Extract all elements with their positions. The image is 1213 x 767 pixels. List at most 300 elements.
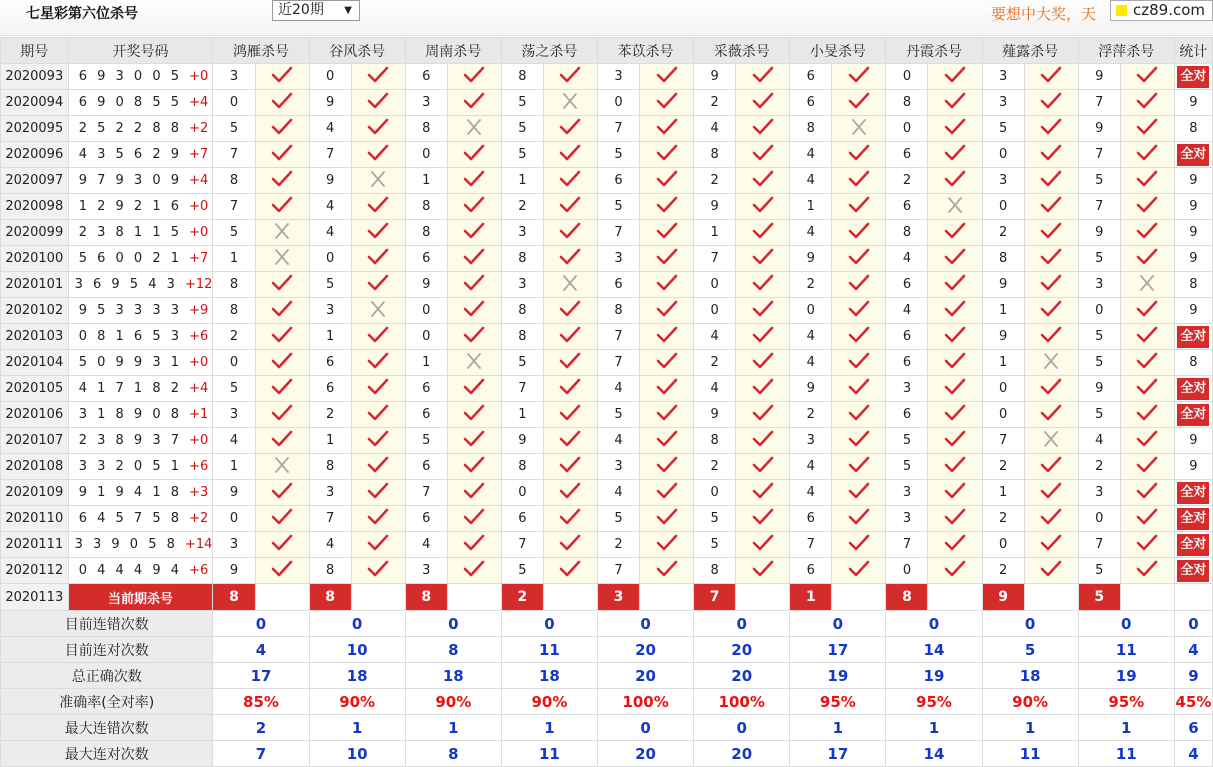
period-select[interactable] bbox=[272, 0, 360, 21]
stat-cell: 9 bbox=[1174, 428, 1212, 454]
summary-value: 20 bbox=[598, 741, 694, 767]
table-row bbox=[1, 194, 1213, 220]
summary-value: 11 bbox=[501, 637, 597, 663]
current-kill-number bbox=[982, 584, 1024, 611]
kill-number-cell: 3 bbox=[213, 532, 255, 558]
kill-number-cell: 4 bbox=[790, 454, 832, 480]
check-icon bbox=[928, 376, 982, 402]
check-icon bbox=[543, 350, 597, 376]
check-icon bbox=[832, 298, 886, 324]
check-icon bbox=[447, 454, 501, 480]
kill-number-cell: 4 bbox=[790, 142, 832, 168]
draw-digits: 2 3 8 1 1 5 bbox=[78, 225, 190, 240]
summary-value: 90% bbox=[501, 689, 597, 715]
check-icon bbox=[928, 324, 982, 350]
kill-number-cell: 9 bbox=[405, 272, 447, 298]
summary-value: 2 bbox=[213, 715, 309, 741]
kill-number-cell: 8 bbox=[405, 194, 447, 220]
stat-cell bbox=[1174, 480, 1212, 506]
kill-number-cell: 4 bbox=[694, 116, 736, 142]
kill-number-cell: 7 bbox=[598, 324, 640, 350]
current-kill-blank bbox=[832, 584, 886, 611]
kill-number-cell: 2 bbox=[213, 324, 255, 350]
draw-plus: +0 bbox=[189, 69, 209, 84]
kill-number-cell: 5 bbox=[694, 506, 736, 532]
summary-value: 20 bbox=[598, 637, 694, 663]
kill-number-cell: 0 bbox=[309, 246, 351, 272]
check-icon bbox=[928, 532, 982, 558]
summary-value: 19 bbox=[886, 663, 982, 689]
kill-number-cell: 0 bbox=[501, 480, 543, 506]
kill-number-cell: 6 bbox=[886, 194, 928, 220]
stat-cell: 8 bbox=[1174, 350, 1212, 376]
check-icon bbox=[736, 324, 790, 350]
draw-digits: 4 3 5 6 2 9 bbox=[78, 147, 190, 162]
summary-value: 17 bbox=[213, 663, 309, 689]
kill-number-cell: 0 bbox=[1078, 506, 1120, 532]
issue-cell: 2020097 bbox=[1, 168, 69, 194]
kill-number-cell: 7 bbox=[598, 558, 640, 584]
kill-number-cell: 1 bbox=[501, 168, 543, 194]
check-icon bbox=[447, 246, 501, 272]
column-header-draw: 开奖号码 bbox=[68, 38, 213, 64]
stat-cell: 9 bbox=[1174, 454, 1212, 480]
draw-plus: +2 bbox=[189, 511, 209, 526]
check-icon bbox=[832, 350, 886, 376]
kill-number-cell: 8 bbox=[694, 428, 736, 454]
kill-number-cell: 4 bbox=[886, 246, 928, 272]
check-icon bbox=[1024, 532, 1078, 558]
draw-number-cell bbox=[68, 298, 213, 324]
check-icon bbox=[1024, 142, 1078, 168]
check-icon bbox=[832, 220, 886, 246]
check-icon bbox=[832, 506, 886, 532]
check-icon bbox=[928, 142, 982, 168]
current-kill-blank bbox=[543, 584, 597, 611]
check-icon bbox=[736, 64, 790, 90]
check-icon bbox=[640, 558, 694, 584]
kill-number-cell: 1 bbox=[694, 220, 736, 246]
kill-number-cell: 5 bbox=[501, 558, 543, 584]
check-icon bbox=[1120, 324, 1174, 350]
kill-number-cell: 7 bbox=[309, 142, 351, 168]
kill-number-cell: 0 bbox=[213, 90, 255, 116]
kill-number-cell: 0 bbox=[1078, 298, 1120, 324]
column-header-expert: 薤露杀号 bbox=[982, 38, 1078, 64]
check-icon bbox=[543, 428, 597, 454]
draw-number-cell bbox=[68, 480, 213, 506]
stat-cell bbox=[1174, 376, 1212, 402]
check-icon bbox=[351, 142, 405, 168]
check-icon bbox=[543, 532, 597, 558]
kill-number-cell: 9 bbox=[501, 428, 543, 454]
check-icon bbox=[255, 558, 309, 584]
kill-number-cell: 0 bbox=[982, 194, 1024, 220]
kill-number-cell: 7 bbox=[309, 506, 351, 532]
kill-number-cell: 1 bbox=[790, 194, 832, 220]
draw-plus: +3 bbox=[189, 485, 209, 500]
summary-value: 45% bbox=[1174, 689, 1212, 715]
kill-number-cell: 5 bbox=[598, 194, 640, 220]
kill-number-cell: 3 bbox=[886, 506, 928, 532]
kill-number-cell: 9 bbox=[309, 90, 351, 116]
current-stat-blank bbox=[1174, 584, 1212, 611]
table-row bbox=[1, 454, 1213, 480]
summary-value: 0 bbox=[213, 611, 309, 637]
kill-number-cell: 7 bbox=[982, 428, 1024, 454]
issue-cell: 2020093 bbox=[1, 64, 69, 90]
check-icon bbox=[832, 454, 886, 480]
current-kill-number bbox=[694, 584, 736, 611]
check-icon bbox=[1024, 272, 1078, 298]
kill-number-cell: 0 bbox=[598, 90, 640, 116]
summary-value: 11 bbox=[982, 741, 1078, 767]
column-header-expert: 鸿雁杀号 bbox=[213, 38, 309, 64]
kill-number-cell: 4 bbox=[790, 350, 832, 376]
kill-number-cell: 0 bbox=[886, 558, 928, 584]
check-icon bbox=[543, 64, 597, 90]
current-kill-blank bbox=[1120, 584, 1174, 611]
all-correct-badge: 全对 bbox=[1177, 66, 1209, 88]
check-icon bbox=[255, 272, 309, 298]
kill-number-cell: 5 bbox=[886, 454, 928, 480]
summary-value: 20 bbox=[694, 637, 790, 663]
check-icon bbox=[1120, 558, 1174, 584]
summary-value: 1 bbox=[790, 715, 886, 741]
kill-number-cell: 6 bbox=[501, 506, 543, 532]
check-icon bbox=[447, 90, 501, 116]
draw-digits: 6 9 3 0 0 5 bbox=[78, 69, 190, 84]
summary-value: 20 bbox=[694, 741, 790, 767]
kill-number-cell: 3 bbox=[886, 376, 928, 402]
kill-number-cell: 5 bbox=[1078, 324, 1120, 350]
kill-number-cell: 7 bbox=[598, 220, 640, 246]
check-icon bbox=[447, 402, 501, 428]
cross-icon bbox=[543, 90, 597, 116]
kill-number-cell: 2 bbox=[694, 350, 736, 376]
draw-digits: 0 4 4 4 9 4 bbox=[78, 563, 190, 578]
draw-number-cell bbox=[68, 402, 213, 428]
summary-value: 90% bbox=[405, 689, 501, 715]
summary-value: 11 bbox=[1078, 741, 1174, 767]
check-icon bbox=[351, 428, 405, 454]
kill-number-cell: 1 bbox=[501, 402, 543, 428]
check-icon bbox=[832, 246, 886, 272]
kill-number-cell: 2 bbox=[982, 220, 1024, 246]
check-icon bbox=[1120, 142, 1174, 168]
draw-number-cell bbox=[68, 168, 213, 194]
kill-number-cell: 7 bbox=[405, 480, 447, 506]
check-icon bbox=[640, 142, 694, 168]
check-icon bbox=[447, 506, 501, 532]
kill-number-cell: 4 bbox=[790, 480, 832, 506]
check-icon bbox=[1120, 194, 1174, 220]
check-icon bbox=[351, 558, 405, 584]
issue-cell: 2020101 bbox=[1, 272, 69, 298]
kill-number-cell: 8 bbox=[694, 558, 736, 584]
current-kill-blank bbox=[928, 584, 982, 611]
check-icon bbox=[255, 428, 309, 454]
summary-value: 6 bbox=[1174, 715, 1212, 741]
kill-number-cell: 0 bbox=[886, 64, 928, 90]
site-badge[interactable] bbox=[1110, 0, 1213, 21]
check-icon bbox=[640, 64, 694, 90]
summary-label: 目前连错次数 bbox=[1, 611, 213, 637]
kill-number-cell: 6 bbox=[598, 272, 640, 298]
kill-number-cell: 2 bbox=[982, 558, 1024, 584]
stat-cell bbox=[1174, 324, 1212, 350]
draw-number-cell bbox=[68, 350, 213, 376]
stat-cell: 9 bbox=[1174, 246, 1212, 272]
stat-cell: 9 bbox=[1174, 298, 1212, 324]
summary-value: 9 bbox=[1174, 663, 1212, 689]
column-header-stat: 统计 bbox=[1174, 38, 1212, 64]
kill-number-cell: 1 bbox=[405, 168, 447, 194]
check-icon bbox=[1024, 64, 1078, 90]
kill-number-cell: 6 bbox=[405, 246, 447, 272]
kill-number-cell: 3 bbox=[405, 90, 447, 116]
check-icon bbox=[543, 558, 597, 584]
draw-plus: +7 bbox=[189, 251, 209, 266]
draw-digits: 1 2 9 2 1 6 bbox=[78, 199, 190, 214]
kill-number-cell: 5 bbox=[405, 428, 447, 454]
kill-number-cell: 9 bbox=[1078, 376, 1120, 402]
check-icon bbox=[351, 454, 405, 480]
issue-cell: 2020112 bbox=[1, 558, 69, 584]
kill-number-cell: 1 bbox=[309, 428, 351, 454]
check-icon bbox=[447, 64, 501, 90]
kill-number-cell: 5 bbox=[1078, 402, 1120, 428]
kill-number-cell: 8 bbox=[309, 454, 351, 480]
kill-number-cell: 5 bbox=[1078, 246, 1120, 272]
draw-plus: +6 bbox=[189, 563, 209, 578]
summary-value: 10 bbox=[309, 637, 405, 663]
kill-number-cell: 3 bbox=[598, 454, 640, 480]
issue-cell: 2020100 bbox=[1, 246, 69, 272]
kill-number-cell: 5 bbox=[213, 376, 255, 402]
draw-number-cell bbox=[68, 272, 213, 298]
draw-number-cell bbox=[68, 246, 213, 272]
check-icon bbox=[736, 168, 790, 194]
check-icon bbox=[1120, 90, 1174, 116]
kill-number-cell: 2 bbox=[694, 168, 736, 194]
summary-value: 100% bbox=[694, 689, 790, 715]
kill-number-cell: 7 bbox=[886, 532, 928, 558]
current-kill-label: 当前期杀号 bbox=[68, 584, 213, 611]
summary-value: 17 bbox=[790, 637, 886, 663]
draw-plus: +9 bbox=[189, 303, 209, 318]
kill-number-cell: 3 bbox=[886, 480, 928, 506]
summary-value: 7 bbox=[213, 741, 309, 767]
draw-plus: +0 bbox=[189, 199, 209, 214]
kill-number-cell: 0 bbox=[405, 142, 447, 168]
draw-plus: +12 bbox=[185, 277, 213, 292]
issue-cell: 2020107 bbox=[1, 428, 69, 454]
check-icon bbox=[447, 324, 501, 350]
summary-value: 90% bbox=[309, 689, 405, 715]
current-issue-cell: 2020113 bbox=[1, 584, 69, 611]
site-name: cz89.com bbox=[1133, 1, 1206, 19]
kill-number-cell: 5 bbox=[1078, 558, 1120, 584]
check-icon bbox=[255, 298, 309, 324]
stat-cell: 8 bbox=[1174, 272, 1212, 298]
kill-number-cell: 6 bbox=[886, 324, 928, 350]
kill-number-cell: 8 bbox=[598, 298, 640, 324]
kill-number-cell: 0 bbox=[886, 116, 928, 142]
stat-cell: 9 bbox=[1174, 194, 1212, 220]
period-select-value: 近20期 bbox=[278, 2, 324, 18]
kill-number-cell: 3 bbox=[982, 64, 1024, 90]
issue-cell: 2020104 bbox=[1, 350, 69, 376]
summary-value: 11 bbox=[501, 741, 597, 767]
draw-plus: +2 bbox=[189, 121, 209, 136]
all-correct-badge: 全对 bbox=[1177, 404, 1209, 426]
draw-number-cell bbox=[68, 142, 213, 168]
summary-row bbox=[1, 611, 1213, 637]
check-icon bbox=[1024, 194, 1078, 220]
all-correct-badge: 全对 bbox=[1177, 534, 1209, 556]
summary-value: 14 bbox=[886, 637, 982, 663]
kill-number-cell: 9 bbox=[213, 480, 255, 506]
kill-number-cell: 0 bbox=[790, 298, 832, 324]
kill-number-cell: 8 bbox=[405, 220, 447, 246]
check-icon bbox=[351, 402, 405, 428]
draw-number-cell bbox=[68, 558, 213, 584]
current-kill-value: 2 bbox=[502, 584, 543, 610]
check-icon bbox=[832, 376, 886, 402]
kill-number-cell: 5 bbox=[309, 272, 351, 298]
draw-number-cell bbox=[68, 64, 213, 90]
draw-digits: 2 3 8 9 3 7 bbox=[78, 433, 190, 448]
summary-value: 18 bbox=[405, 663, 501, 689]
dropdown-arrow-icon: ▼ bbox=[344, 5, 352, 16]
kill-number-cell: 2 bbox=[694, 454, 736, 480]
kill-number-cell: 4 bbox=[886, 298, 928, 324]
check-icon bbox=[640, 532, 694, 558]
cross-icon bbox=[543, 272, 597, 298]
check-icon bbox=[928, 272, 982, 298]
kill-number-cell: 3 bbox=[501, 220, 543, 246]
check-icon bbox=[640, 402, 694, 428]
draw-plus: +0 bbox=[189, 433, 209, 448]
summary-row bbox=[1, 689, 1213, 715]
kill-number-cell: 5 bbox=[501, 350, 543, 376]
check-icon bbox=[736, 298, 790, 324]
summary-value: 11 bbox=[1078, 637, 1174, 663]
summary-value: 4 bbox=[213, 637, 309, 663]
draw-number-cell bbox=[68, 220, 213, 246]
check-icon bbox=[351, 272, 405, 298]
current-kill-value: 7 bbox=[694, 584, 735, 610]
table-row bbox=[1, 402, 1213, 428]
kill-number-cell: 7 bbox=[501, 376, 543, 402]
kill-number-cell: 4 bbox=[790, 220, 832, 246]
check-icon bbox=[351, 194, 405, 220]
check-icon bbox=[1120, 454, 1174, 480]
check-icon bbox=[928, 168, 982, 194]
kill-number-cell: 5 bbox=[213, 116, 255, 142]
check-icon bbox=[1024, 506, 1078, 532]
check-icon bbox=[736, 532, 790, 558]
kill-number-cell: 0 bbox=[694, 272, 736, 298]
check-icon bbox=[1024, 324, 1078, 350]
kill-number-cell: 5 bbox=[598, 402, 640, 428]
check-icon bbox=[928, 246, 982, 272]
issue-cell: 2020096 bbox=[1, 142, 69, 168]
summary-value: 0 bbox=[1078, 611, 1174, 637]
kill-number-cell: 9 bbox=[790, 246, 832, 272]
column-header-expert: 小旻杀号 bbox=[790, 38, 886, 64]
check-icon bbox=[736, 558, 790, 584]
check-icon bbox=[447, 558, 501, 584]
kill-number-cell: 8 bbox=[501, 246, 543, 272]
summary-value: 0 bbox=[405, 611, 501, 637]
summary-label: 准确率(全对率) bbox=[1, 689, 213, 715]
check-icon bbox=[447, 428, 501, 454]
kill-number-cell: 4 bbox=[790, 324, 832, 350]
check-icon bbox=[1120, 116, 1174, 142]
issue-cell: 2020102 bbox=[1, 298, 69, 324]
check-icon bbox=[736, 246, 790, 272]
check-icon bbox=[640, 376, 694, 402]
check-icon bbox=[1120, 220, 1174, 246]
kill-number-cell: 1 bbox=[405, 350, 447, 376]
summary-value: 8 bbox=[405, 637, 501, 663]
check-icon bbox=[351, 506, 405, 532]
summary-value: 0 bbox=[694, 611, 790, 637]
summary-label: 最大连错次数 bbox=[1, 715, 213, 741]
check-icon bbox=[255, 116, 309, 142]
kill-number-cell: 8 bbox=[501, 454, 543, 480]
kill-number-cell: 4 bbox=[213, 428, 255, 454]
summary-value: 1 bbox=[309, 715, 405, 741]
check-icon bbox=[1120, 428, 1174, 454]
kill-number-cell: 4 bbox=[694, 376, 736, 402]
check-icon bbox=[543, 116, 597, 142]
kill-number-cell: 0 bbox=[213, 350, 255, 376]
check-icon bbox=[447, 272, 501, 298]
kill-number-cell: 8 bbox=[694, 142, 736, 168]
cross-icon bbox=[255, 246, 309, 272]
table-row bbox=[1, 64, 1213, 90]
current-kill-number bbox=[1078, 584, 1120, 611]
check-icon bbox=[351, 116, 405, 142]
check-icon bbox=[832, 532, 886, 558]
kill-number-cell: 7 bbox=[694, 246, 736, 272]
check-icon bbox=[640, 168, 694, 194]
column-header-expert: 浮萍杀号 bbox=[1078, 38, 1174, 64]
summary-value: 0 bbox=[309, 611, 405, 637]
check-icon bbox=[640, 428, 694, 454]
kill-number-cell: 2 bbox=[309, 402, 351, 428]
stat-cell: 9 bbox=[1174, 220, 1212, 246]
column-header-expert: 谷风杀号 bbox=[309, 38, 405, 64]
column-header-issue: 期号 bbox=[1, 38, 69, 64]
kill-number-cell: 6 bbox=[790, 90, 832, 116]
check-icon bbox=[736, 402, 790, 428]
kill-number-cell: 3 bbox=[309, 298, 351, 324]
check-icon bbox=[1024, 116, 1078, 142]
kill-number-cell: 1 bbox=[982, 298, 1024, 324]
current-kill-number bbox=[598, 584, 640, 611]
draw-digits: 4 1 7 1 8 2 bbox=[78, 381, 190, 396]
kill-number-cell: 8 bbox=[213, 298, 255, 324]
check-icon bbox=[736, 194, 790, 220]
kill-number-cell: 9 bbox=[790, 376, 832, 402]
kill-number-cell: 8 bbox=[501, 324, 543, 350]
summary-value: 85% bbox=[213, 689, 309, 715]
draw-number-cell bbox=[68, 454, 213, 480]
